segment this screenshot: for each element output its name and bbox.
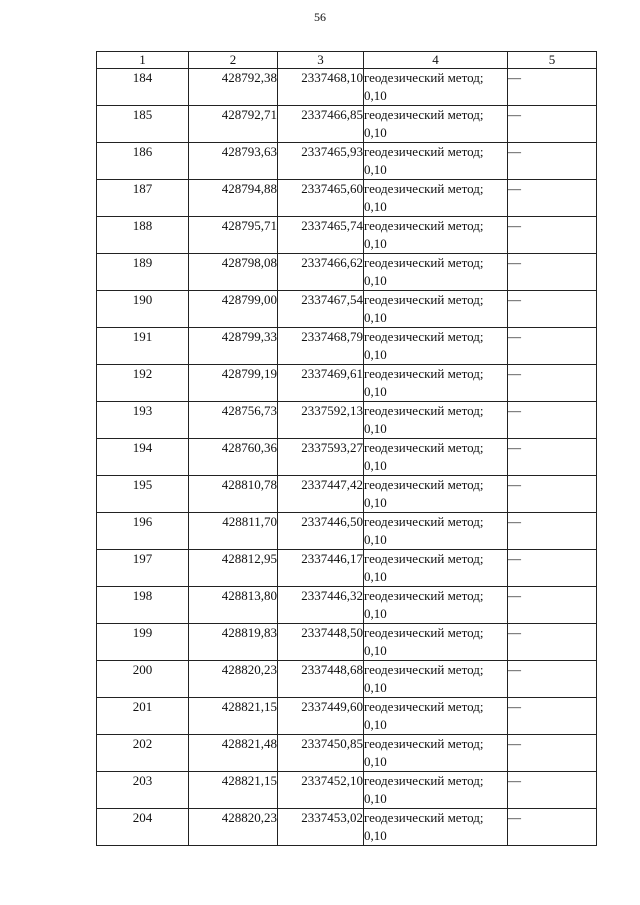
table-row <box>97 365 597 402</box>
method-cell: геодезический метод; 0,10 <box>364 809 508 846</box>
method-cell: геодезический метод; 0,10 <box>364 106 508 143</box>
x-coordinate-cell: 428799,19 <box>189 365 278 402</box>
table-row <box>97 69 597 106</box>
point-number-cell: 196 <box>97 513 189 550</box>
table-row <box>97 439 597 476</box>
x-coordinate-cell: 428792,71 <box>189 106 278 143</box>
table-row <box>97 698 597 735</box>
y-coordinate-cell: 2337446,17 <box>278 550 364 587</box>
point-number-cell: 194 <box>97 439 189 476</box>
y-coordinate-cell: 2337449,60 <box>278 698 364 735</box>
x-coordinate-cell: 428813,80 <box>189 587 278 624</box>
note-cell: — <box>508 698 597 735</box>
y-coordinate-cell: 2337467,54 <box>278 291 364 328</box>
page-number: 56 <box>314 10 326 24</box>
table-row <box>97 402 597 439</box>
note-cell: — <box>508 809 597 846</box>
note-cell: — <box>508 661 597 698</box>
y-coordinate-cell: 2337465,60 <box>278 180 364 217</box>
x-coordinate-cell: 428812,95 <box>189 550 278 587</box>
x-coordinate-cell: 428820,23 <box>189 809 278 846</box>
note-cell: — <box>508 69 597 106</box>
note-cell: — <box>508 587 597 624</box>
point-number-cell: 191 <box>97 328 189 365</box>
x-coordinate-cell: 428756,73 <box>189 402 278 439</box>
note-cell: — <box>508 180 597 217</box>
note-cell: — <box>508 365 597 402</box>
y-coordinate-cell: 2337446,50 <box>278 513 364 550</box>
x-coordinate-cell: 428821,15 <box>189 772 278 809</box>
y-coordinate-cell: 2337452,10 <box>278 772 364 809</box>
method-cell: геодезический метод; 0,10 <box>364 476 508 513</box>
note-cell: — <box>508 291 597 328</box>
point-number-cell: 186 <box>97 143 189 180</box>
note-cell: — <box>508 476 597 513</box>
note-cell: — <box>508 254 597 291</box>
point-number-cell: 189 <box>97 254 189 291</box>
table-row <box>97 180 597 217</box>
method-cell: геодезический метод; 0,10 <box>364 180 508 217</box>
table-row <box>97 735 597 772</box>
point-number-cell: 188 <box>97 217 189 254</box>
y-coordinate-cell: 2337592,13 <box>278 402 364 439</box>
x-coordinate-cell: 428820,23 <box>189 661 278 698</box>
y-coordinate-cell: 2337448,68 <box>278 661 364 698</box>
table-row <box>97 291 597 328</box>
method-cell: геодезический метод; 0,10 <box>364 735 508 772</box>
table-row <box>97 143 597 180</box>
method-cell: геодезический метод; 0,10 <box>364 661 508 698</box>
note-cell: — <box>508 550 597 587</box>
x-coordinate-cell: 428798,08 <box>189 254 278 291</box>
y-coordinate-cell: 2337465,93 <box>278 143 364 180</box>
point-number-cell: 197 <box>97 550 189 587</box>
point-number-cell: 187 <box>97 180 189 217</box>
note-cell: — <box>508 513 597 550</box>
point-number-cell: 195 <box>97 476 189 513</box>
method-cell: геодезический метод; 0,10 <box>364 328 508 365</box>
y-coordinate-cell: 2337453,02 <box>278 809 364 846</box>
x-coordinate-cell: 428821,48 <box>189 735 278 772</box>
table-row <box>97 476 597 513</box>
x-coordinate-cell: 428819,83 <box>189 624 278 661</box>
table-row <box>97 513 597 550</box>
method-cell: геодезический метод; 0,10 <box>364 698 508 735</box>
note-cell: — <box>508 402 597 439</box>
note-cell: — <box>508 735 597 772</box>
method-cell: геодезический метод; 0,10 <box>364 439 508 476</box>
point-number-cell: 201 <box>97 698 189 735</box>
column-header-5: 5 <box>508 52 597 69</box>
method-cell: геодезический метод; 0,10 <box>364 402 508 439</box>
x-coordinate-cell: 428794,88 <box>189 180 278 217</box>
y-coordinate-cell: 2337466,85 <box>278 106 364 143</box>
note-cell: — <box>508 106 597 143</box>
y-coordinate-cell: 2337447,42 <box>278 476 364 513</box>
point-number-cell: 202 <box>97 735 189 772</box>
coordinates-table <box>96 51 597 846</box>
method-cell: геодезический метод; 0,10 <box>364 624 508 661</box>
table-body <box>97 69 597 846</box>
note-cell: — <box>508 624 597 661</box>
point-number-cell: 192 <box>97 365 189 402</box>
y-coordinate-cell: 2337450,85 <box>278 735 364 772</box>
table-header-row <box>97 52 597 69</box>
x-coordinate-cell: 428810,78 <box>189 476 278 513</box>
method-cell: геодезический метод; 0,10 <box>364 550 508 587</box>
point-number-cell: 193 <box>97 402 189 439</box>
method-cell: геодезический метод; 0,10 <box>364 513 508 550</box>
note-cell: — <box>508 439 597 476</box>
y-coordinate-cell: 2337448,50 <box>278 624 364 661</box>
point-number-cell: 204 <box>97 809 189 846</box>
method-cell: геодезический метод; 0,10 <box>364 254 508 291</box>
y-coordinate-cell: 2337466,62 <box>278 254 364 291</box>
column-header-2: 2 <box>189 52 278 69</box>
x-coordinate-cell: 428760,36 <box>189 439 278 476</box>
method-cell: геодезический метод; 0,10 <box>364 772 508 809</box>
y-coordinate-cell: 2337465,74 <box>278 217 364 254</box>
x-coordinate-cell: 428793,63 <box>189 143 278 180</box>
note-cell: — <box>508 217 597 254</box>
table-row <box>97 624 597 661</box>
y-coordinate-cell: 2337468,10 <box>278 69 364 106</box>
point-number-cell: 200 <box>97 661 189 698</box>
y-coordinate-cell: 2337446,32 <box>278 587 364 624</box>
y-coordinate-cell: 2337468,79 <box>278 328 364 365</box>
table-row <box>97 809 597 846</box>
table-row <box>97 106 597 143</box>
method-cell: геодезический метод; 0,10 <box>364 291 508 328</box>
table-row <box>97 587 597 624</box>
note-cell: — <box>508 143 597 180</box>
point-number-cell: 184 <box>97 69 189 106</box>
x-coordinate-cell: 428799,33 <box>189 328 278 365</box>
y-coordinate-cell: 2337469,61 <box>278 365 364 402</box>
point-number-cell: 203 <box>97 772 189 809</box>
column-header-1: 1 <box>97 52 189 69</box>
x-coordinate-cell: 428792,38 <box>189 69 278 106</box>
column-header-3: 3 <box>278 52 364 69</box>
method-cell: геодезический метод; 0,10 <box>364 69 508 106</box>
x-coordinate-cell: 428795,71 <box>189 217 278 254</box>
point-number-cell: 198 <box>97 587 189 624</box>
method-cell: геодезический метод; 0,10 <box>364 365 508 402</box>
table-row <box>97 254 597 291</box>
table-row <box>97 661 597 698</box>
point-number-cell: 190 <box>97 291 189 328</box>
method-cell: геодезический метод; 0,10 <box>364 217 508 254</box>
point-number-cell: 185 <box>97 106 189 143</box>
table-row <box>97 550 597 587</box>
method-cell: геодезический метод; 0,10 <box>364 587 508 624</box>
x-coordinate-cell: 428811,70 <box>189 513 278 550</box>
x-coordinate-cell: 428821,15 <box>189 698 278 735</box>
column-header-4: 4 <box>364 52 508 69</box>
table-row <box>97 217 597 254</box>
table-row <box>97 772 597 809</box>
table-row <box>97 328 597 365</box>
method-cell: геодезический метод; 0,10 <box>364 143 508 180</box>
note-cell: — <box>508 328 597 365</box>
y-coordinate-cell: 2337593,27 <box>278 439 364 476</box>
point-number-cell: 199 <box>97 624 189 661</box>
x-coordinate-cell: 428799,00 <box>189 291 278 328</box>
note-cell: — <box>508 772 597 809</box>
